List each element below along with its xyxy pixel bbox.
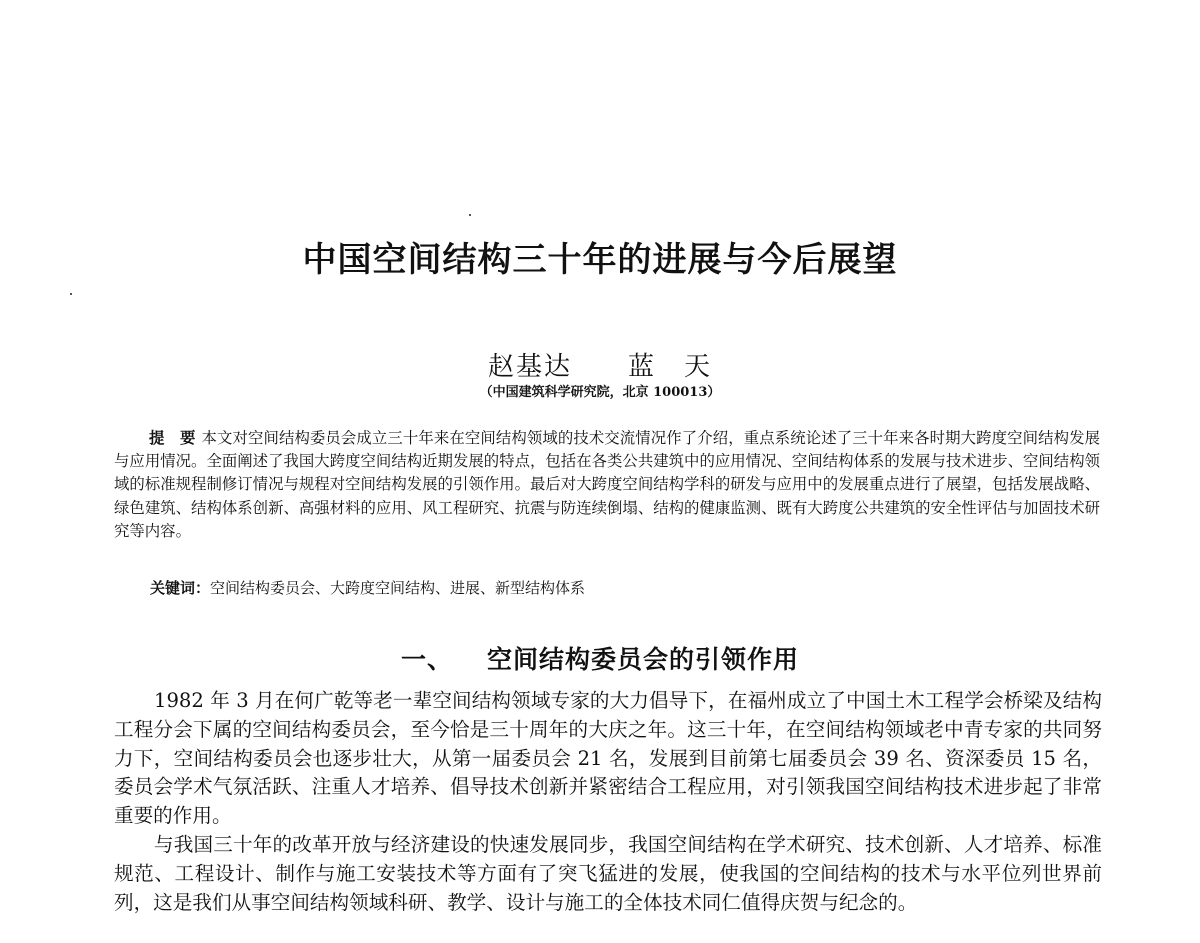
abstract [114, 427, 1100, 543]
keywords [150, 577, 585, 598]
author-list [0, 346, 1200, 383]
body-paragraph: 与我国三十年的改革开放与经济建设的快速发展同步，我国空间结构在学术研究、技术创新、人才培养、标准规范、工程设计、制作与施工安装技术等方面有了突飞猛进的发展，使我国的空间结构的技术与水平位列世界前列，这是我们从事空间结构领域科研、教学、设计与施工的全体技术同仁值得庆贺与纪念的。 [114, 832, 1102, 914]
abstract-label: 提 要 [149, 429, 196, 447]
author-affiliation: （中国建筑科学研究院，北京 100013） [479, 385, 721, 400]
keywords-label: 关键词： [150, 579, 211, 597]
author-name: 蓝 天 [628, 352, 713, 382]
scan-speck [469, 214, 471, 216]
keywords-text: 空间结构委员会、大跨度空间结构、进展、新型结构体系 [210, 579, 586, 597]
author-name: 赵基达 [487, 352, 572, 382]
body-text [114, 687, 1102, 917]
paper-title: 中国空间结构三十年的进展与今后展望 [302, 240, 898, 280]
section-heading [0, 640, 1200, 676]
abstract-text: 本文对空间结构委员会成立三十年来在空间结构领域的技术交流情况作了介绍，重点系统论述了三十年来各时期大跨度空间结构发展与应用情况。全面阐述了我国大跨度空间结构近期发展的特点，包括在各类公共建筑中的应用情况、空间结构体系的发展与技术进步、空间结构领域的标准规程制修订情况与规程对空间结构发展的引领作用。最后对大跨度空间结构学科的研发与应用中的发展重点进行了展望，包括发展战略、绿色建筑、结构体系创新、高强材料的应用、风工程研究、抗震与防连续倒塌、结构的健康监测、既有大跨度公共建筑的安全性评估与加固技术研究等内容。 [114, 429, 1100, 540]
body-paragraph: 1982 年 3 月在何广乾等老一辈空间结构领域专家的大力倡导下，在福州成立了中国土木工程学会桥梁及结构工程分会下属的空间结构委员会，至今恰是三十周年的大庆之年。这三十年，在空间结构领域老中青专家的共同努力下，空间结构委员会也逐步壮大，从第一届委员会 21 名，发展到目前第七届委员会 39 名、资深委员 15 名，委员会学术气氛活跃、注重人才培养、倡导技术创新并紧密结合工程应用，对引领我国空间结构技术进步起了非常重要的作用。 [114, 689, 1102, 828]
section-number: 一、 [400, 645, 453, 674]
scan-speck [70, 293, 72, 295]
section-title: 空间结构委员会的引领作用 [487, 645, 800, 674]
